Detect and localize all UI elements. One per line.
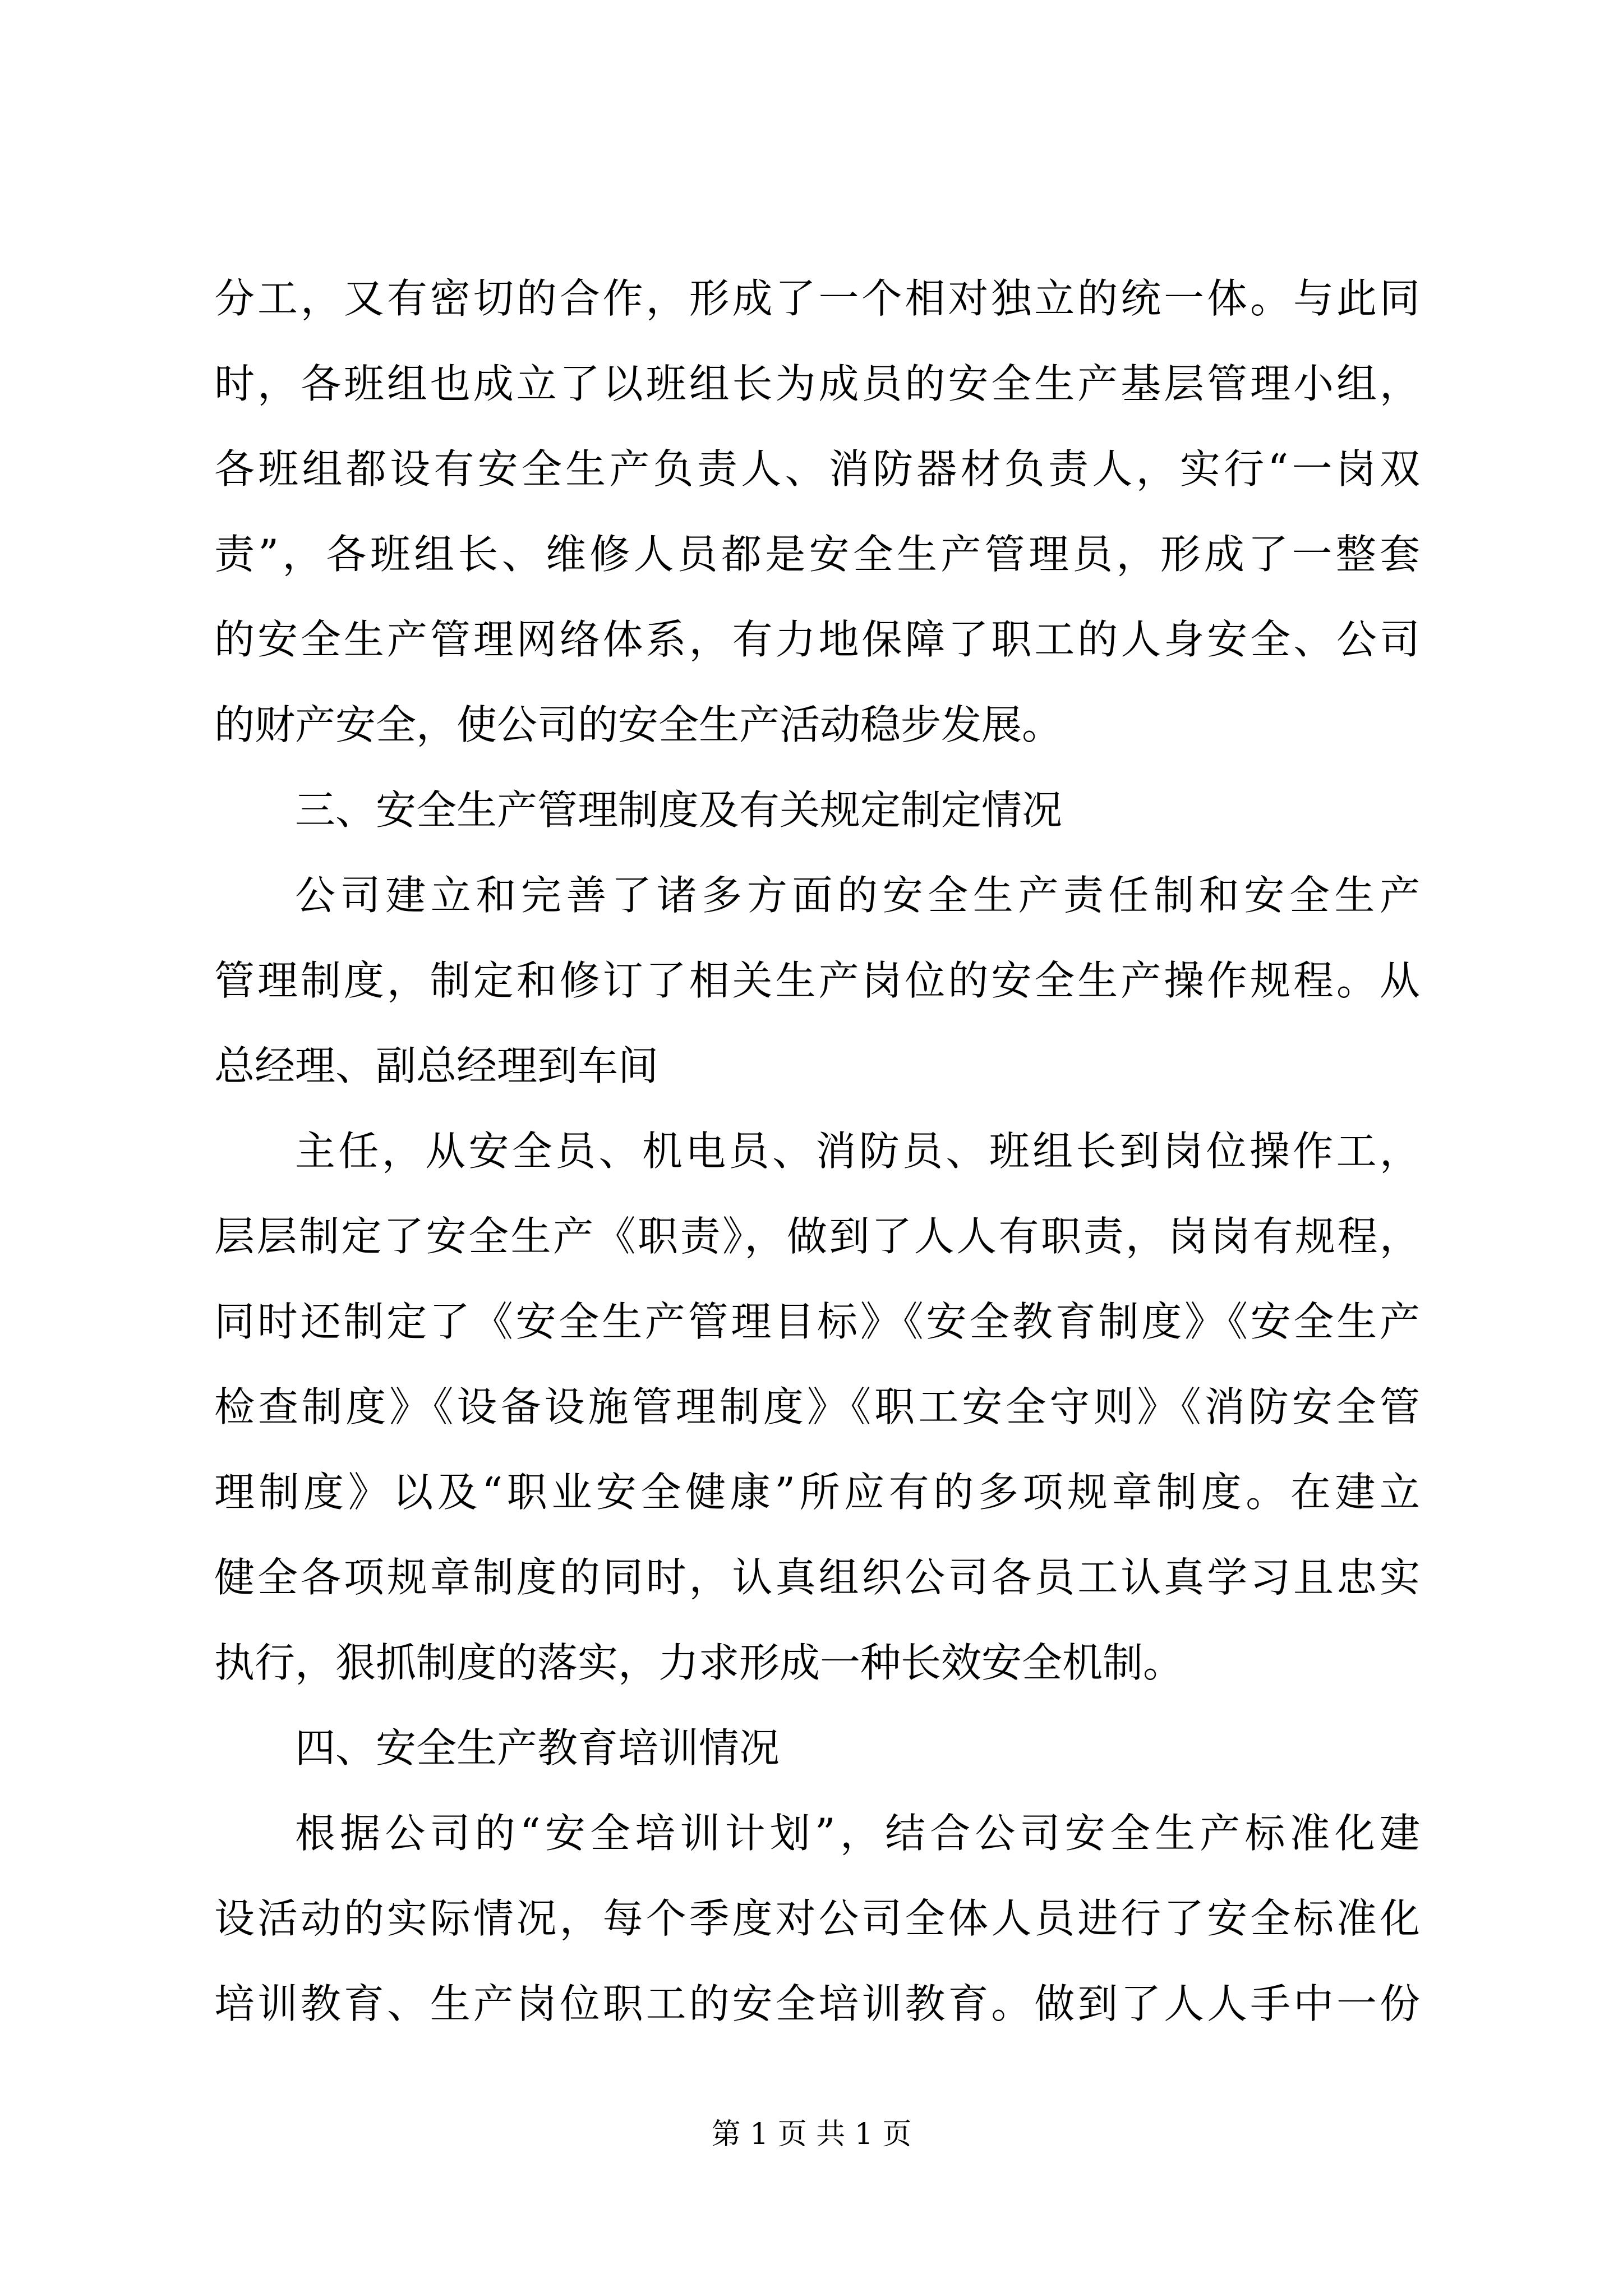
text-line: 的安全生产管理网络体系，有力地保障了职工的人身安全、公司 — [214, 616, 1420, 663]
text-line: 的财产安全，使公司的安全生产活动稳步发展。 — [214, 701, 1063, 748]
text-line: 健全各项规章制度的同时，认真组织公司各员工认真学习且忠实 — [214, 1554, 1420, 1601]
text-line: 公司建立和完善了诸多方面的安全生产责任制和安全生产 — [295, 872, 1420, 919]
text-line: 培训教育、生产岗位职工的安全培训教育。做到了人人手中一份 — [214, 1980, 1420, 2027]
text-line: 四、安全生产教育培训情况 — [295, 1724, 780, 1772]
document-body — [214, 256, 1420, 2046]
text-line: 管理制度，制定和修订了相关生产岗位的安全生产操作规程。从 — [214, 957, 1420, 1004]
text-line: 层层制定了安全生产《职责》，做到了人人有职责，岗岗有规程， — [214, 1213, 1420, 1260]
text-line: 执行，狠抓制度的落实，力求形成一种长效安全机制。 — [214, 1639, 1184, 1686]
text-line: 检查制度》《设备设施管理制度》《职工安全守则》《消防安全管 — [214, 1383, 1420, 1430]
text-line: 责”，各班组长、维修人员都是安全生产管理员，形成了一整套 — [214, 531, 1420, 578]
text-line: 总经理、副总经理到车间 — [214, 1042, 659, 1089]
text-line: 根据公司的“安全培训计划”，结合公司安全生产标准化建 — [295, 1810, 1420, 1857]
text-line: 理制度》以及“职业安全健康”所应有的多项规章制度。在建立 — [214, 1469, 1420, 1516]
text-line: 时，各班组也成立了以班组长为成员的安全生产基层管理小组， — [214, 360, 1420, 407]
text-line: 设活动的实际情况，每个季度对公司全体人员进行了安全标准化 — [214, 1895, 1420, 1942]
page-footer: 第 1 页 共 1 页 — [711, 2118, 912, 2151]
text-line: 同时还制定了《安全生产管理目标》《安全教育制度》《安全生产 — [214, 1298, 1420, 1345]
text-line: 三、安全生产管理制度及有关规定制定情况 — [295, 786, 1063, 834]
text-line: 分工，又有密切的合作，形成了一个相对独立的统一体。与此同 — [214, 275, 1420, 322]
text-line: 主任，从安全员、机电员、消防员、班组长到岗位操作工， — [295, 1128, 1420, 1175]
text-line: 各班组都设有安全生产负责人、消防器材负责人，实行“一岗双 — [214, 445, 1420, 493]
